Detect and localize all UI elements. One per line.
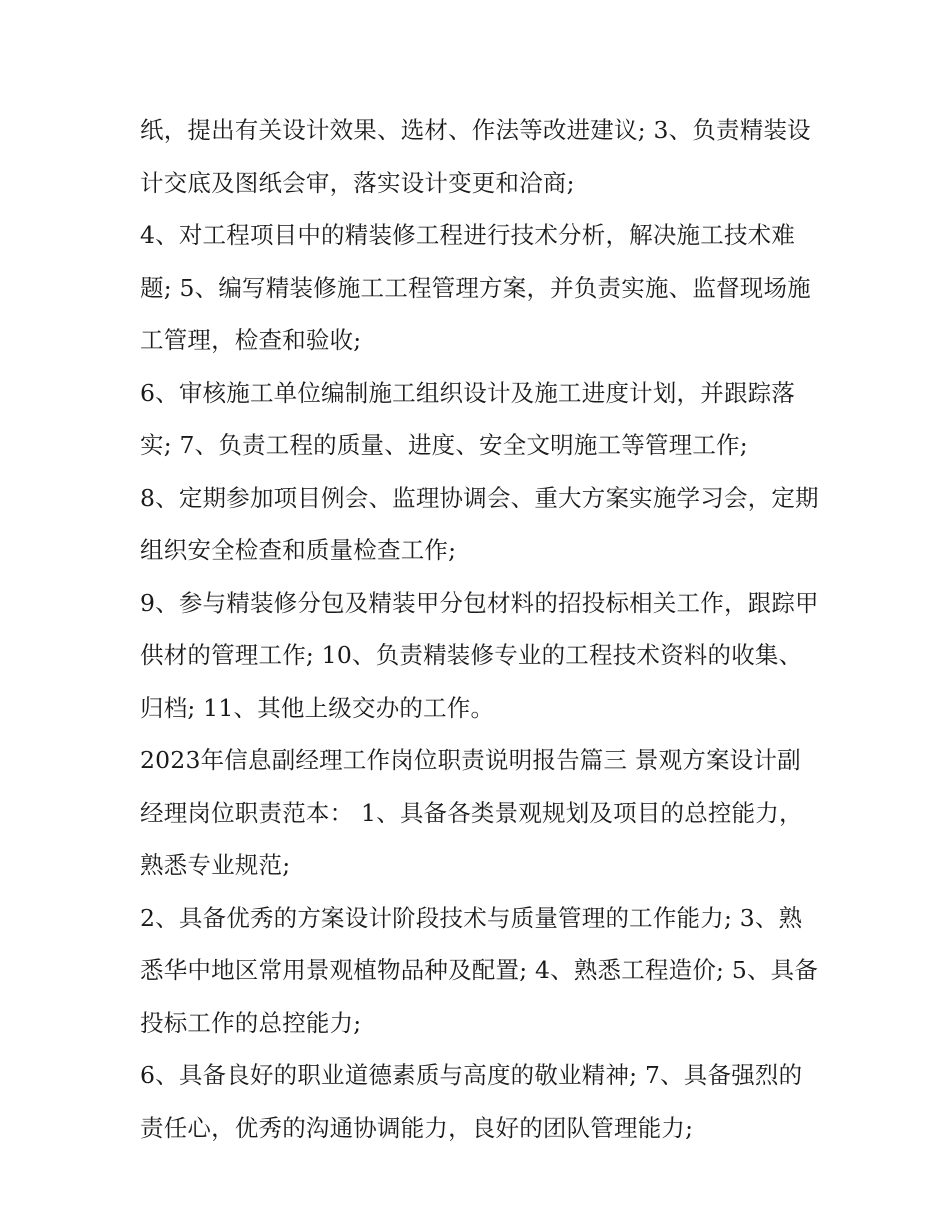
- paragraph-continuation: 纸，提出有关设计效果、选材、作法等改进建议; 3、负责精装设计交底及图纸会审，落实设计变更和洽商;: [140, 116, 811, 197]
- paragraph-item-6-7: 6、审核施工单位编制施工组织设计及施工进度计划，并跟踪落实; 7、负责工程的质量、进度、安全文明施工等管理工作;: [140, 378, 796, 459]
- paragraph-item-8: 8、定期参加项目例会、监理协调会、重大方案实施学习会，定期组织安全检查和质量检查工作;: [140, 483, 819, 564]
- document-body: [140, 104, 820, 1154]
- paragraph-item-2-5: 2、具备优秀的方案设计阶段技术与质量管理的工作能力; 3、熟悉华中地区常用景观植物品种及配置; 4、熟悉工程造价; 5、具备投标工作的总控能力;: [140, 903, 819, 1037]
- paragraph-item-9-11: 9、参与精装修分包及精装甲分包材料的招投标相关工作，跟踪甲供材的管理工作; 10、负责精装修专业的工程技术资料的收集、归档; 11、其他上级交办的工作。: [140, 588, 819, 722]
- paragraph-item-6-7-requirements: 6、具备良好的职业道德素质与高度的敬业精神; 7、具备强烈的责任心，优秀的沟通协调能力，良好的团队管理能力;: [140, 1061, 803, 1142]
- paragraph-item-4-5: 4、对工程项目中的精装修工程进行技术分析，解决施工技术难题; 5、编写精装修施工工程管理方案，并负责实施、监督现场施工管理，检查和验收;: [140, 221, 811, 354]
- paragraph-section-three-intro: 2023年信息副经理工作岗位职责说明报告篇三 景观方案设计副经理岗位职责范本： 1、具备各类景观规划及项目的总控能力，熟悉专业规范;: [140, 746, 803, 879]
